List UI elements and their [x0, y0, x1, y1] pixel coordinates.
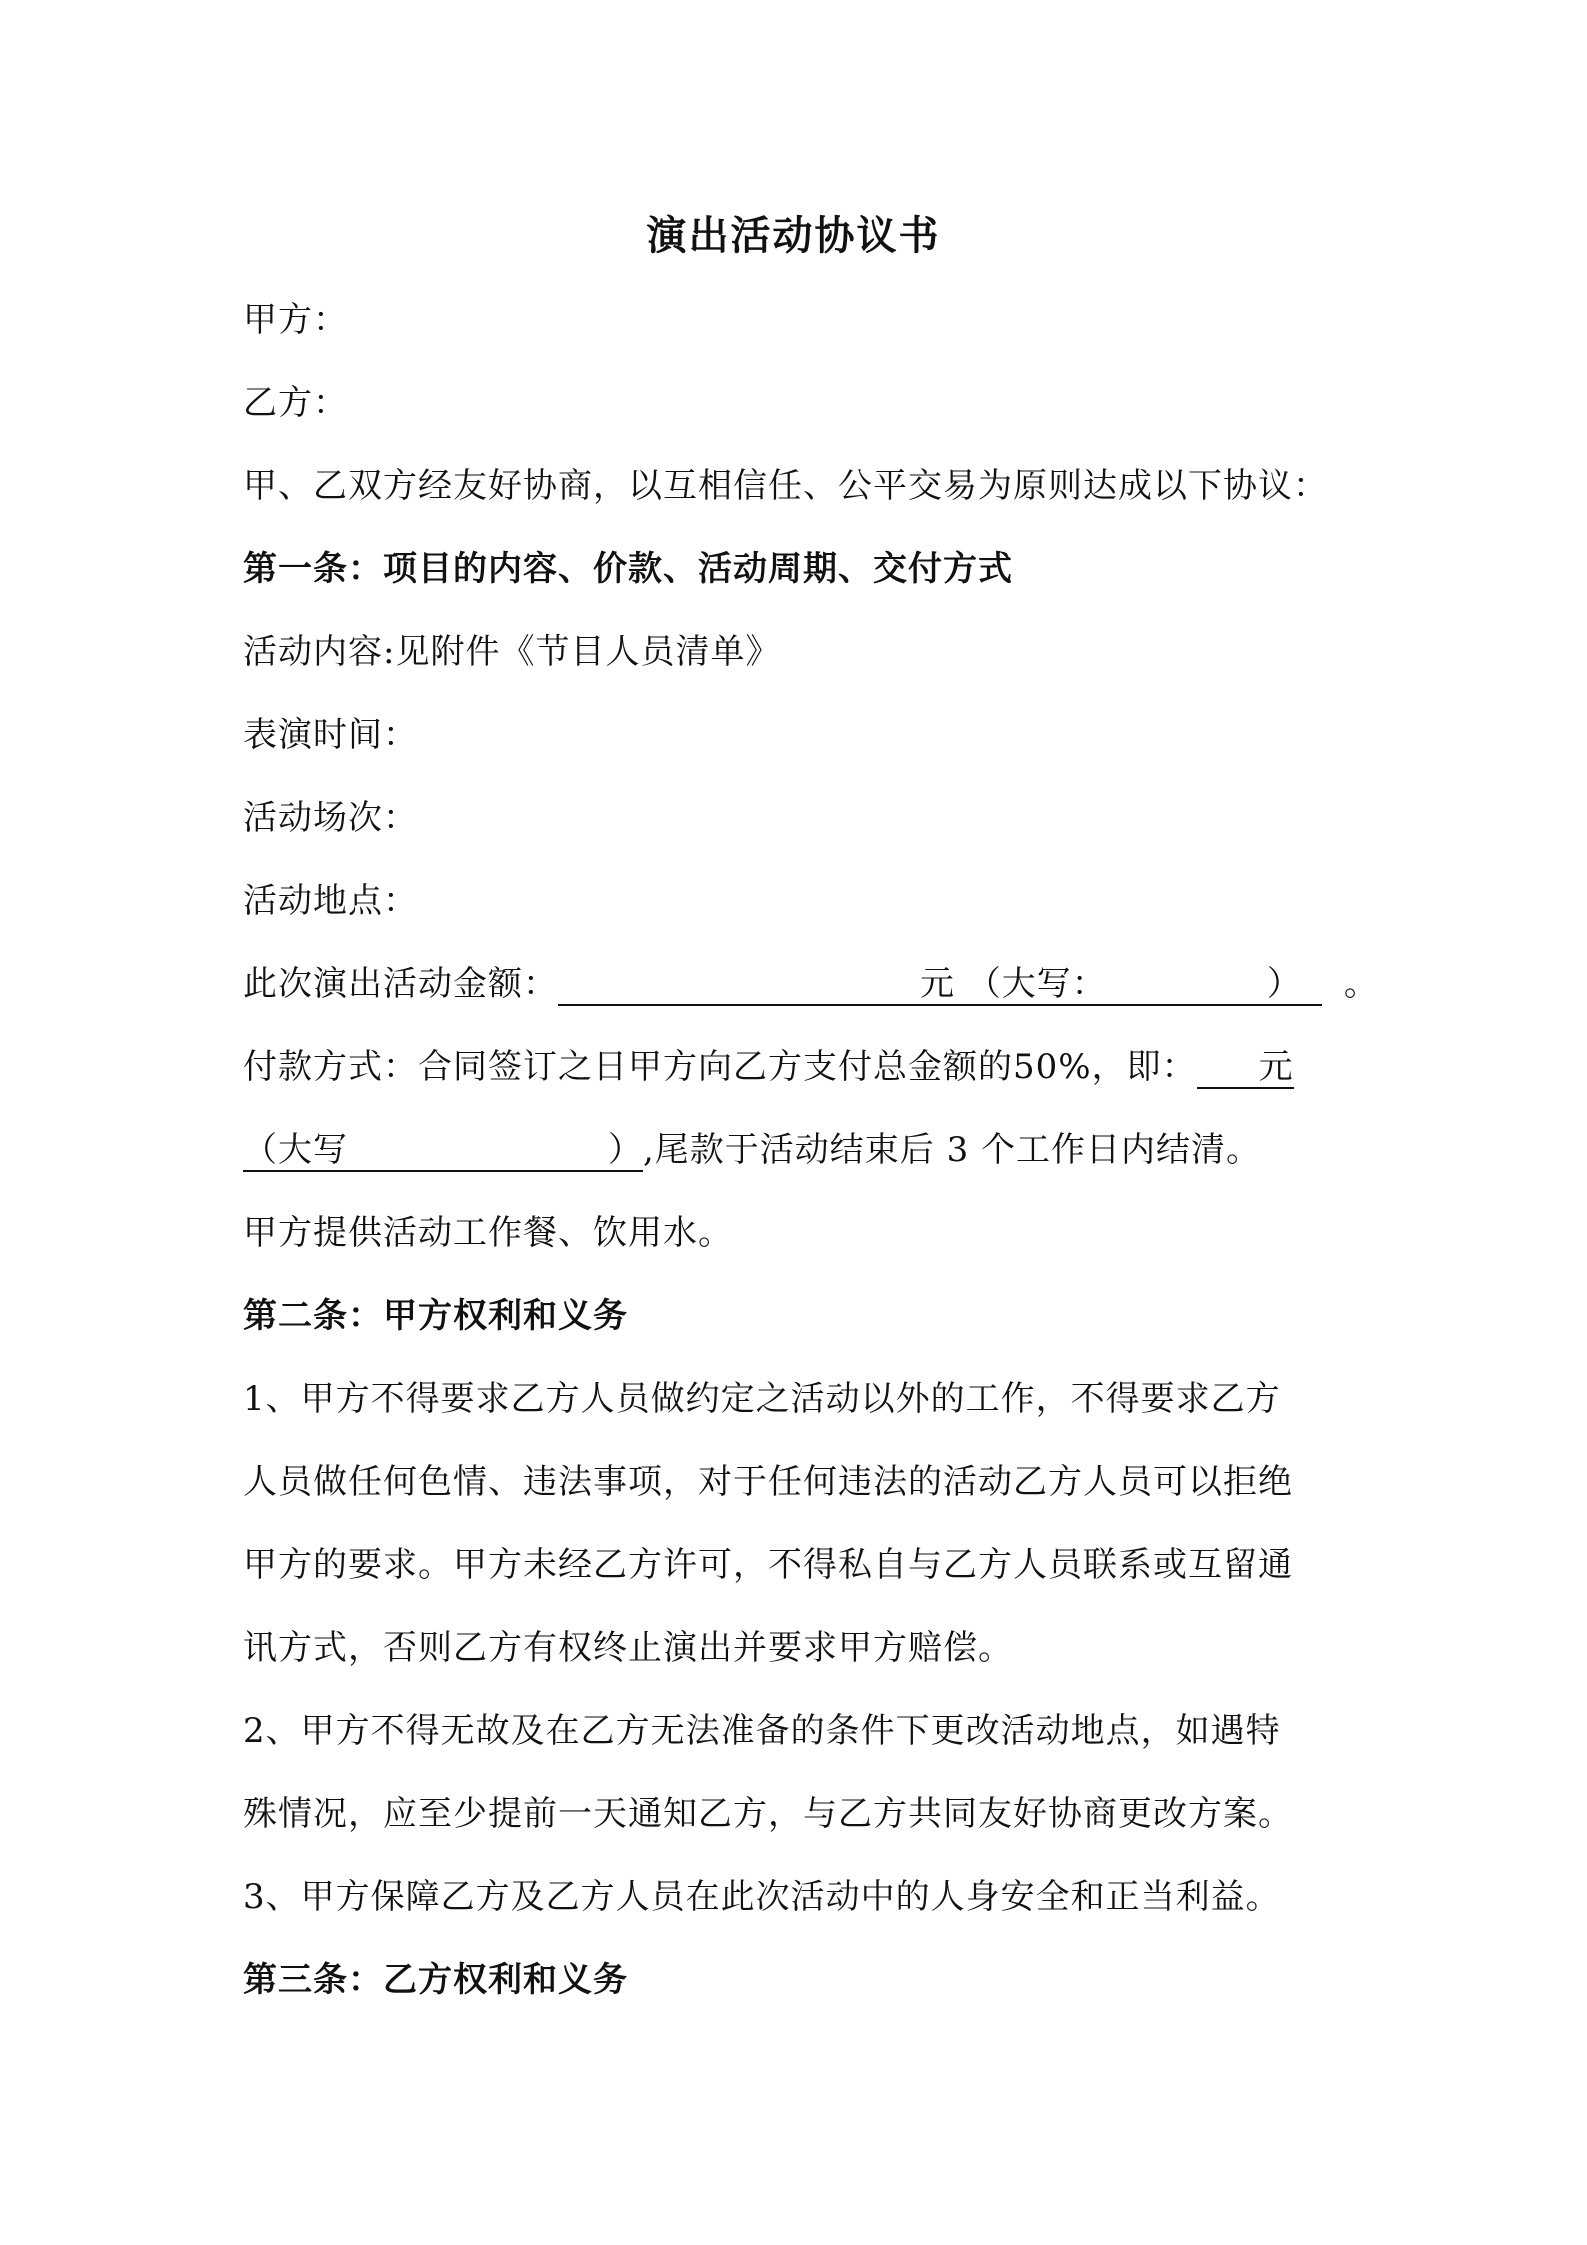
payment-upper-blank	[243, 1130, 643, 1172]
meals-line: 甲方提供活动工作餐、饮用水。	[243, 1213, 733, 1253]
article-2-heading: 第二条：甲方权利和义务	[243, 1296, 628, 1336]
amount-blank	[558, 964, 1322, 1006]
performance-time-line: 表演时间：	[243, 715, 418, 755]
party-a-line: 甲方：	[243, 300, 348, 340]
payment-label: 付款方式：合同签订之日甲方向乙方支付总金额的50%，即：	[243, 1047, 1197, 1087]
payment-unit: 元	[1258, 1047, 1294, 1087]
activity-location-line: 活动地点：	[243, 881, 418, 921]
preamble-paragraph: 甲、乙双方经友好协商，以互相信任、公平交易为原则达成以下协议：	[243, 466, 1328, 506]
payment-line-1	[243, 1045, 1353, 1089]
payment-line-2	[243, 1128, 1353, 1172]
article-2-item-1-line: 甲方的要求。甲方未经乙方许可，不得私自与乙方人员联系或互留通	[243, 1545, 1293, 1585]
article-2-item-2-line: 2、甲方不得无故及在乙方无法准备的条件下更改活动地点，如遇特	[243, 1711, 1281, 1751]
amount-label: 此次演出活动金额：	[243, 964, 558, 1004]
payment-upper-label: （大写	[243, 1130, 348, 1170]
activity-content-line: 活动内容:见附件《节目人员清单》	[243, 632, 781, 672]
activity-sessions-line: 活动场次：	[243, 798, 418, 838]
amount-end: 。	[1343, 964, 1379, 1004]
amount-line	[243, 962, 1379, 1006]
article-2-item-1-line: 讯方式，否则乙方有权终止演出并要求甲方赔偿。	[243, 1628, 1013, 1668]
article-2-item-2-line: 殊情况，应至少提前一天通知乙方，与乙方共同友好协商更改方案。	[243, 1794, 1293, 1834]
article-2-item-1-line: 1、甲方不得要求乙方人员做约定之活动以外的工作，不得要求乙方	[243, 1379, 1281, 1419]
payment-upper-close: ）	[608, 1130, 643, 1170]
article-3-heading: 第三条：乙方权利和义务	[243, 1960, 628, 2000]
article-1-heading: 第一条：项目的内容、价款、活动周期、交付方式	[243, 549, 1013, 589]
article-2-item-3-line: 3、甲方保障乙方及乙方人员在此次活动中的人身安全和正当利益。	[243, 1877, 1281, 1917]
amount-unit: 元 （大写：	[920, 964, 1107, 1004]
article-2-item-1-line: 人员做任何色情、违法事项，对于任何违法的活动乙方人员可以拒绝	[243, 1462, 1293, 1502]
party-b-line: 乙方：	[243, 383, 348, 423]
payment-rest: ,尾款于活动结束后 3 个工作日内结清。	[643, 1130, 1262, 1170]
amount-close: ）	[1266, 964, 1302, 1004]
payment-blank	[1197, 1047, 1294, 1089]
document-title: 演出活动协议书	[646, 212, 941, 259]
